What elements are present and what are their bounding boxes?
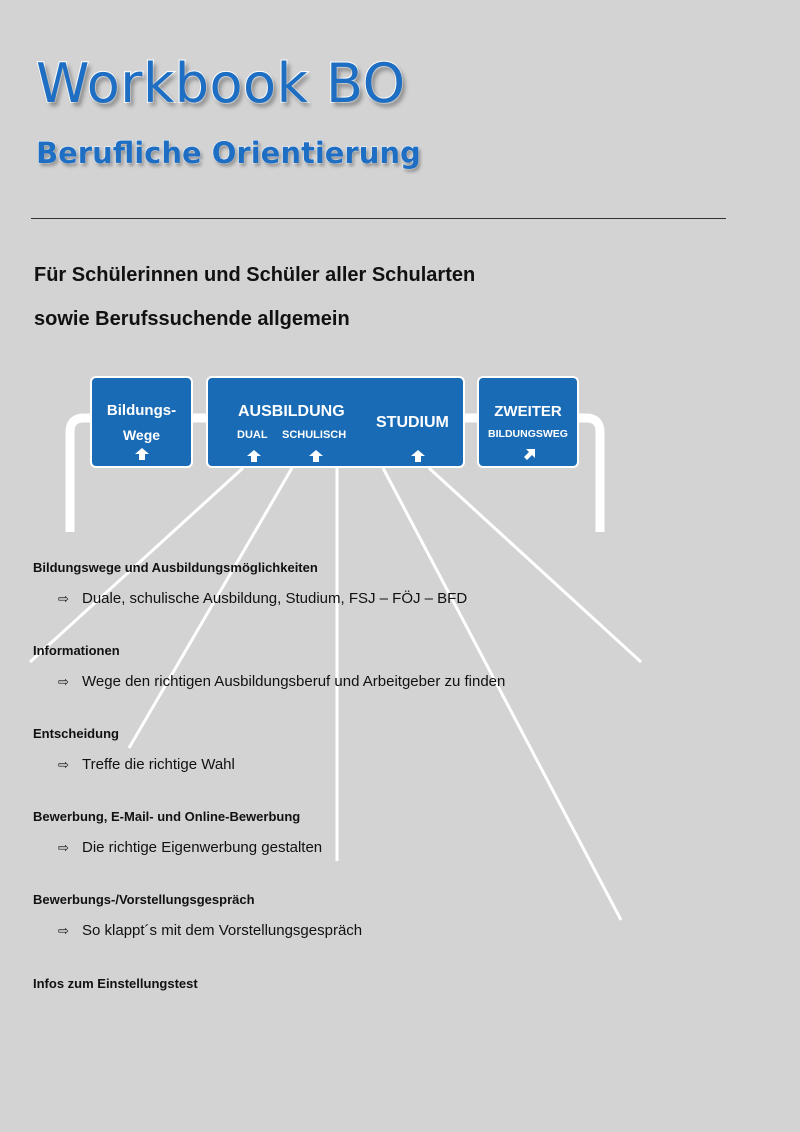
arrow-up-icon: [247, 450, 261, 462]
arrow-right-icon: ⇨: [58, 758, 69, 773]
road-line-5: [429, 468, 641, 662]
section-heading-einstellungstest: Infos zum Einstellungstest: [33, 976, 198, 991]
sign-bildungswege: [90, 376, 193, 468]
section-item-entscheidung: [58, 756, 235, 773]
arrow-up-icon: [309, 450, 323, 462]
arrow-up-icon: [135, 448, 149, 460]
sign-studium-label: STUDIUM: [376, 414, 449, 431]
section-item-text: Wege den richtigen Ausbildungsberuf und Arbeitgeber zu finden: [82, 673, 506, 690]
arrow-up-icon: [411, 450, 425, 462]
arrow-right-icon: ⇨: [58, 924, 69, 939]
section-item-vorstellungsgespraech: [58, 922, 362, 939]
section-heading-entscheidung: Entscheidung: [33, 726, 119, 741]
audience-line-1: Für Schülerinnen und Schüler aller Schularten: [34, 264, 476, 286]
left-signpost: [70, 418, 92, 532]
road-line-2: [129, 468, 292, 748]
sign-bildungswege-line1: Bildungs-: [106, 402, 177, 419]
section-heading-bewerbung: Bewerbung, E-Mail- und Online-Bewerbung: [33, 809, 301, 824]
arrow-right-icon: ⇨: [58, 592, 69, 607]
sign-ausbildung-label: AUSBILDUNG: [238, 403, 345, 420]
section-item-bildungswege: [58, 590, 467, 607]
document-subtitle: Berufliche Orientierung: [36, 136, 421, 170]
arrow-diagonal-icon: [523, 449, 537, 461]
section-item-text: Duale, schulische Ausbildung, Studium, FSJ – FÖJ – BFD: [82, 590, 468, 607]
document-title: Workbook BO: [36, 52, 406, 115]
section-heading-informationen: Informationen: [33, 643, 120, 658]
section-heading-vorstellungsgespraech: Bewerbungs-/Vorstellungsgespräch: [33, 892, 255, 907]
section-item-informationen: [58, 673, 505, 690]
sign-dual-label: DUAL: [237, 429, 268, 441]
sign-schulisch-label: SCHULISCH: [282, 429, 347, 441]
section-heading-bildungswege: Bildungswege und Ausbildungsmöglichkeiten: [33, 560, 318, 575]
sign-zweiter-bildungsweg: [477, 376, 579, 468]
section-item-bewerbung: [58, 839, 322, 856]
sign-bildungswege-line2: Wege: [122, 427, 161, 443]
arrow-right-icon: ⇨: [58, 675, 69, 690]
right-signpost: [578, 418, 600, 532]
section-item-text: Treffe die richtige Wahl: [82, 756, 235, 773]
sign-zweiter-line1: ZWEITER: [494, 403, 562, 420]
arrow-right-icon: ⇨: [58, 841, 69, 856]
audience-line-2: sowie Berufssuchende allgemein: [34, 308, 350, 330]
sign-ausbildung-studium: [206, 376, 465, 468]
section-item-text: So klappt´s mit dem Vorstellungsgespräch: [82, 922, 363, 939]
section-item-text: Die richtige Eigenwerbung gestalten: [82, 839, 323, 856]
sign-zweiter-line2: BILDUNGSWEG: [488, 428, 568, 440]
